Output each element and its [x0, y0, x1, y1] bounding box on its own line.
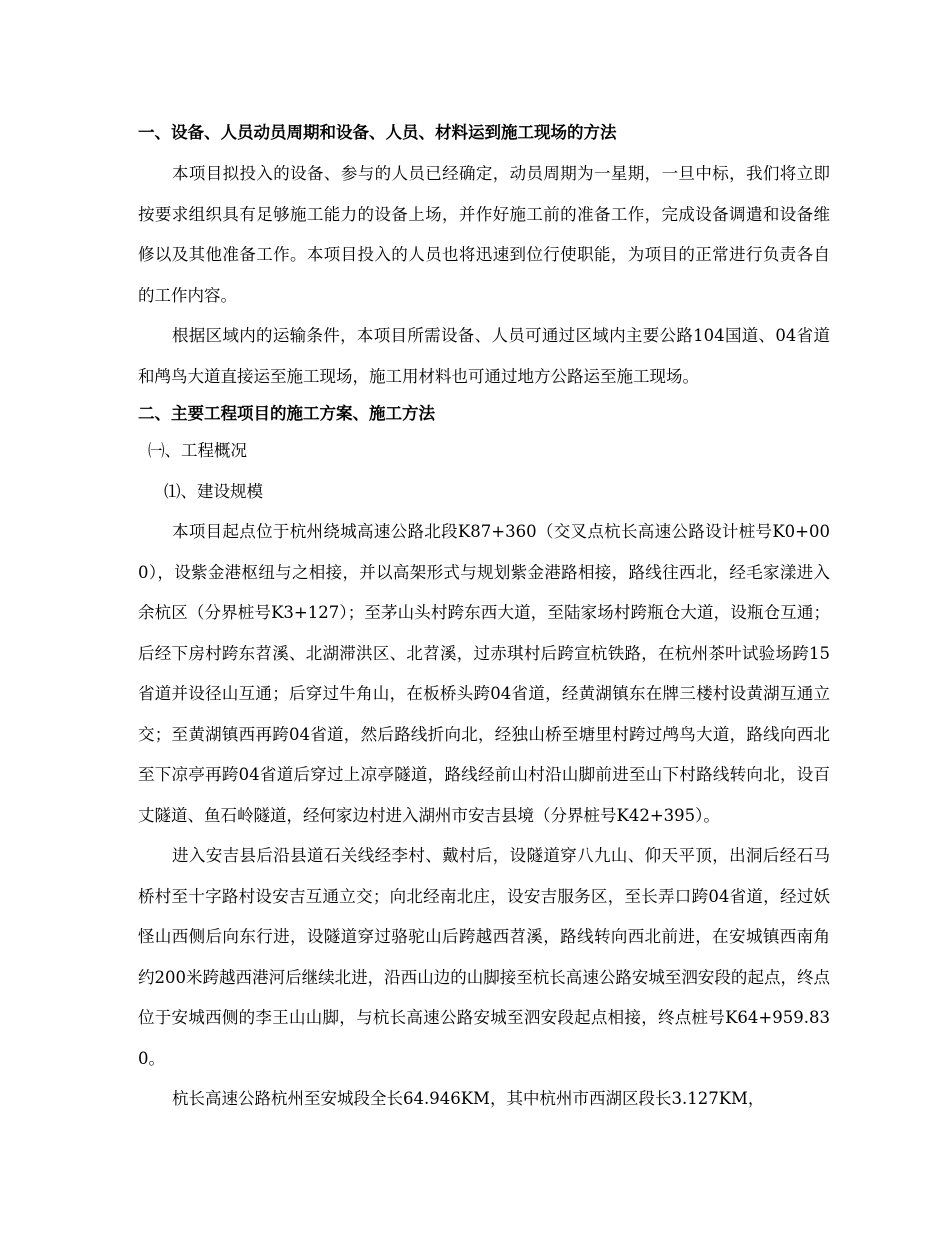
section-1-paragraph-mobilization: 本项目拟投入的设备、参与的人员已经确定，动员周期为一星期，一旦中标，我们将立即按要求组织具有足够施工能力的设备上场，并作好施工前的准备工作，完成设备调遣和设备维修以及其他准备工作。本项目投入的人员也将迅速到位行使职能，为项目的正常进行负责各自的工作内容。 [138, 164, 830, 305]
subsection-project-overview: ㈠、工程概况 [148, 441, 247, 460]
section-2-paragraph-anji-route: 进入安吉县后沿县道石关线经李村、戴村后，设隧道穿八九山、仰天平顶，出洞后经石马桥村至十字路村设安吉互通立交；向北经南北庄，设安吉服务区，至长弄口跨04省道，经过妖怪山西侧后向东行进，设隧道穿过骆驼山后跨越西苕溪，路线转向西北前进，在安城镇西南角约200米跨越西港河后继续北进，沿西山边的山脚接至杭长高速公路安城至泗安段的起点，终点位于安城西侧的李王山山脚，与杭长高速公路安城至泗安段起点相接，终点桩号K64+959.830。 [138, 846, 830, 1068]
section-2-paragraph-route-start: 本项目起点位于杭州绕城高速公路北段K87+360（交叉点杭长高速公路设计桩号K0+000），设紫金港枢纽与之相接，并以高架形式与规划紫金港路相接，路线往西北，经毛家漾进入余杭区（分界桩号K3+127）；至茅山头村跨东西大道，至陆家场村跨瓶仓大道，设瓶仓互通；后经下房村跨东苕溪、北湖滞洪区、北苕溪，过赤琪村后跨宣杭铁路，在杭州茶叶试验场跨15省道并设径山互通；后穿过牛角山，在板桥头跨04省道，经黄湖镇东在牌三楼村设黄湖互通立交；至黄湖镇西再跨04省道，然后路线折向北，经独山桥至塘里村跨过鸬鸟大道，路线向西北至下凉亭再跨04省道后穿过上凉亭隧道，路线经前山村沿山脚前进至山下村路线转向北，设百丈隧道、鱼石岭隧道，经何家边村进入湖州市安吉县境（分界桩号K42+395）。 [138, 522, 830, 825]
section-1-heading: 一、设备、人员动员周期和设备、人员、材料运到施工现场的方法 [138, 123, 617, 142]
subsection-construction-scale: ⑴、建设规模 [164, 481, 263, 501]
section-2-paragraph-total-length: 杭长高速公路杭州至安城段全长64.946KM，其中杭州市西湖区段长3.127KM， [172, 1089, 765, 1108]
section-2-heading: 二、主要工程项目的施工方案、施工方法 [138, 404, 435, 423]
section-1-paragraph-transport: 根据区域内的运输条件，本项目所需设备、人员可通过区域内主要公路104国道、04省道和鸬鸟大道直接运至施工现场，施工用材料也可通过地方公路运至施工现场。 [138, 326, 830, 386]
